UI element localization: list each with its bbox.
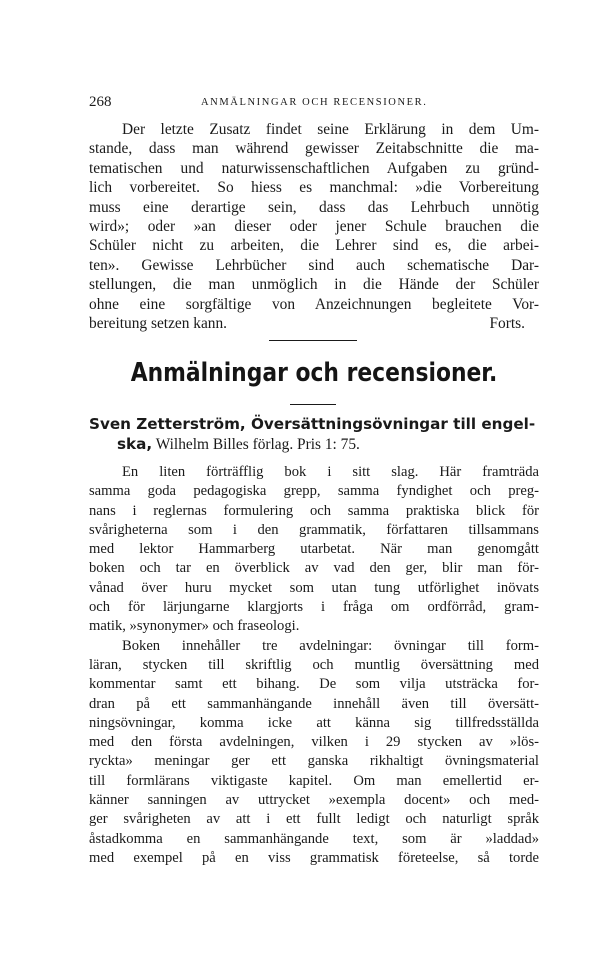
text-line: svårigheterna som i den grammatik, författaren tillsammans [89,521,539,538]
text-line: Schüler nicht zu arbeiten, die Lehrer sind es, die arbei- [89,237,539,255]
text-line: tematischen und naturwissenschaftlichen Aufgaben zu gründ- [89,159,539,177]
text-line: till formlärans viktigaste kapitel. Om man emellertid er- [89,772,539,789]
text-line: muss eine derartige sein, dass das Lehrbuch unnötig [89,198,539,216]
review-title-line: Sven Zetterström, Översättningsövningar till engel- [89,415,536,433]
text-line: nans i reglernas formulering och samma praktiska blick för [89,502,539,519]
text-line: och för lärjungarne klargjorts i fråga om ordförråd, gram- [89,599,539,616]
text-line-end: bereitung setzen kann. [89,315,228,333]
publisher-and-price: Wilhelm Billes förlag. Pris 1: 75. [152,436,360,453]
text-line: stellungen, die man unmöglich in die Hände der Schüler [89,276,539,294]
text-line: med exempel på en viss grammatisk företeelse, så torde [89,849,539,866]
text-line: lich vorbereitet. So hiess es manchmal: »die Vorbereitung [89,179,539,197]
text-line: Der letzte Zusatz findet seine Erklärung in dem Um- [122,121,539,138]
text-line: kommentar samt ett bihang. De som vilja utsträcka for- [89,676,539,693]
continued-marker: Forts. [489,315,525,333]
running-head-title: ANMÄLNINGAR OCH RECENSIONER. [201,97,428,108]
text-line: boken och tar en överblick av vad den ger, blir man för- [89,560,539,577]
text-line: ohne eine sorgfältige von Anzeichnungen begleitete Vor- [89,295,539,313]
text-line-last [89,314,539,333]
section-heading: Anmälningar och recensioner. [130,358,498,388]
text-line-end: matik, »synonymer» och fraseologi. [89,618,300,635]
text-line: stande, dass man während gewisser Zeitabschnitte die ma- [89,140,539,158]
text-line: dran på ett sammanhängande innehåll även till översätt- [89,695,539,712]
text-line: med lektor Hammarberg utarbetat. När man genomgått [89,541,539,558]
text-line: En liten förträfflig bok i sitt slag. Här framträda [122,464,539,480]
text-line: känner sanningen av uttrycket »exempla docent» och med- [89,792,539,809]
text-line: med den första avdelningen, vilken i 29 stycken av »lös- [89,734,539,751]
text-line: Boken innehåller tre avdelningar: övningar till form- [122,637,539,654]
german-paragraph [89,120,539,333]
text-line: ningsövningar, komma icke att känna sig tillfredsställda [89,714,539,731]
text-line: ten». Gewisse Lehrbücher sind auch schematische Dar- [89,256,539,274]
review-title-bold: ska, [117,435,153,453]
running-head [89,94,539,114]
review-body [89,463,539,868]
text-line: ger svårigheten av att i ett fullt ledigt och naturligt språk [89,811,539,828]
text-line: åstadkomma en sammanhängande text, som är »laddad» [89,830,539,847]
text-line: vånad över huru mycket som utan tung utförlighet inövats [89,579,539,596]
review-title-line-2 [89,434,544,455]
heading-underline [290,404,336,405]
review-title [89,414,544,455]
text-line: läran, stycken till skriftlig och muntlig översättning med [89,656,539,673]
text-line: samma goda pedagogiska grepp, samma fyndighet och preg- [89,483,539,500]
section-divider [269,340,357,341]
text-line: wird»; oder »an dieser oder jener Schule brauchen die [89,218,539,236]
page-number: 268 [89,94,112,110]
text-line: ryckta» meningar ger ett ganska rikhaltigt övningsmaterial [89,753,539,770]
